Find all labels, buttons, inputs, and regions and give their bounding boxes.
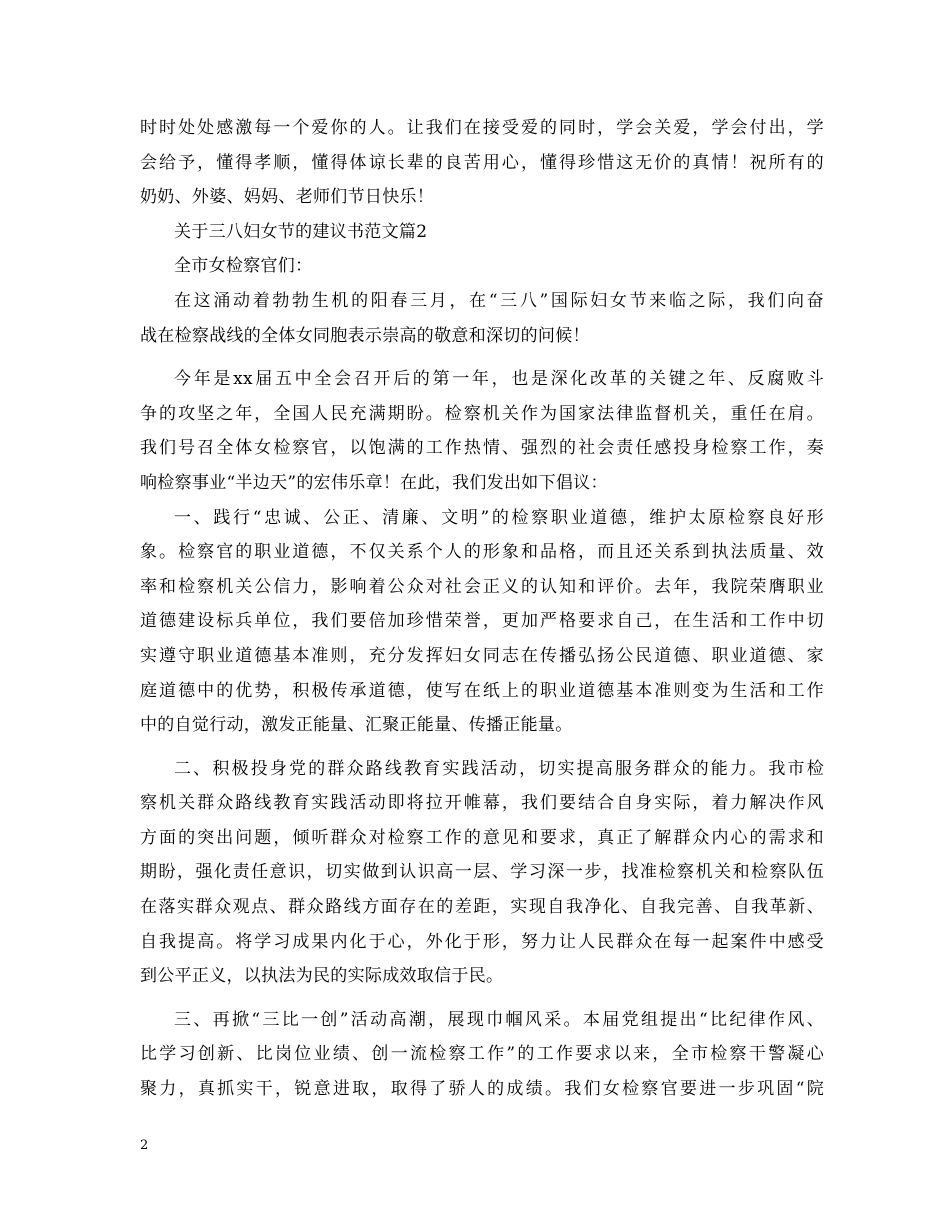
text-line: 我们号召全体女检察官，以饱满的工作热情、强烈的社会责任感投身检察工作，奏	[140, 438, 824, 459]
text-line: 方面的突出问题，倾听群众对检察工作的意见和要求，真正了解群众内心的需求和	[140, 827, 824, 848]
text-line: 实遵守职业道德基本准则，充分发挥妇女同志在传播弘扬公民道德、职业道德、家	[140, 645, 824, 666]
text-line: 一、践行“忠诚、公正、清廉、文明”的检察职业道德，维护太原检察良好形	[174, 507, 824, 528]
text-line: 会给予，懂得孝顺，懂得体谅长辈的良苦用心，懂得珍惜这无价的真情！祝所有的	[140, 152, 824, 173]
text-line: 庭道德中的优势，积极传承道德，使写在纸上的职业道德基本准则变为生活和工作	[140, 680, 824, 701]
text-line: 三、再掀“三比一创”活动高潮，展现巾帼风采。本届党组提出“比纪律作风、	[174, 1009, 824, 1030]
text-line: 奶奶、外婆、妈妈、老师们节日快乐！	[140, 187, 435, 208]
section-heading: 关于三八妇女节的建议书范文篇2	[174, 221, 428, 242]
text-line: 争的攻坚之年，全国人民充满期盼。检察机关作为国家法律监督机关，重任在肩。	[140, 403, 824, 424]
text-line: 到公平正义，以执法为民的实际成效取信于民。	[140, 966, 504, 987]
text-line: 今年是xx届五中全会召开后的第一年，也是深化改革的关键之年、反腐败斗	[174, 369, 824, 390]
text-line: 道德建设标兵单位，我们要倍加珍惜荣誉，更加严格要求自己，在生活和工作中切	[140, 611, 824, 632]
text-line: 时时处处感激每一个爱你的人。让我们在接受爱的同时，学会关爱，学会付出，学	[140, 118, 824, 138]
text-line: 察机关群众路线教育实践活动即将拉开帷幕，我们要结合自身实际，着力解决作风	[140, 793, 824, 814]
text-line: 聚力，真抓实干，锐意进取，取得了骄人的成绩。我们女检察官要进一步巩固“院	[140, 1079, 824, 1100]
text-line: 战在检察战线的全体女同胞表示崇高的敬意和深切的问候！	[140, 325, 590, 346]
text-line: 率和检察机关公信力，影响着公众对社会正义的认知和评价。去年，我院荣膺职业	[140, 576, 824, 597]
text-line: 比学习创新、比岗位业绩、创一流检察工作”的工作要求以来，全市检察干警凝心	[140, 1044, 824, 1065]
text-line: 中的自觉行动，激发正能量、汇聚正能量、传播正能量。	[140, 715, 573, 736]
salutation: 全市女检察官们：	[174, 256, 313, 277]
text-line: 在落实群众观点、群众路线方面存在的差距，实现自我净化、自我完善、自我革新、	[140, 897, 824, 918]
text-line: 期盼，强化责任意识，切实做到认识高一层、学习深一步，找准检察机关和检察队伍	[140, 862, 824, 883]
text-line: 象。检察官的职业道德，不仅关系个人的形象和品格，而且还关系到执法质量、效	[140, 542, 824, 563]
page-number: 2	[140, 1138, 149, 1153]
text-line: 响检察事业“半边天”的宏伟乐章！在此，我们发出如下倡议：	[140, 472, 608, 493]
text-line: 自我提高。将学习成果内化于心，外化于形，努力让人民群众在每一起案件中感受	[140, 931, 824, 952]
text-line: 在这涌动着勃勃生机的阳春三月，在“三八”国际妇女节来临之际，我们向奋	[174, 290, 824, 311]
body-text	[140, 111, 824, 1107]
text-line: 二、积极投身党的群众路线教育实践活动，切实提高服务群众的能力。我市检	[174, 758, 824, 779]
